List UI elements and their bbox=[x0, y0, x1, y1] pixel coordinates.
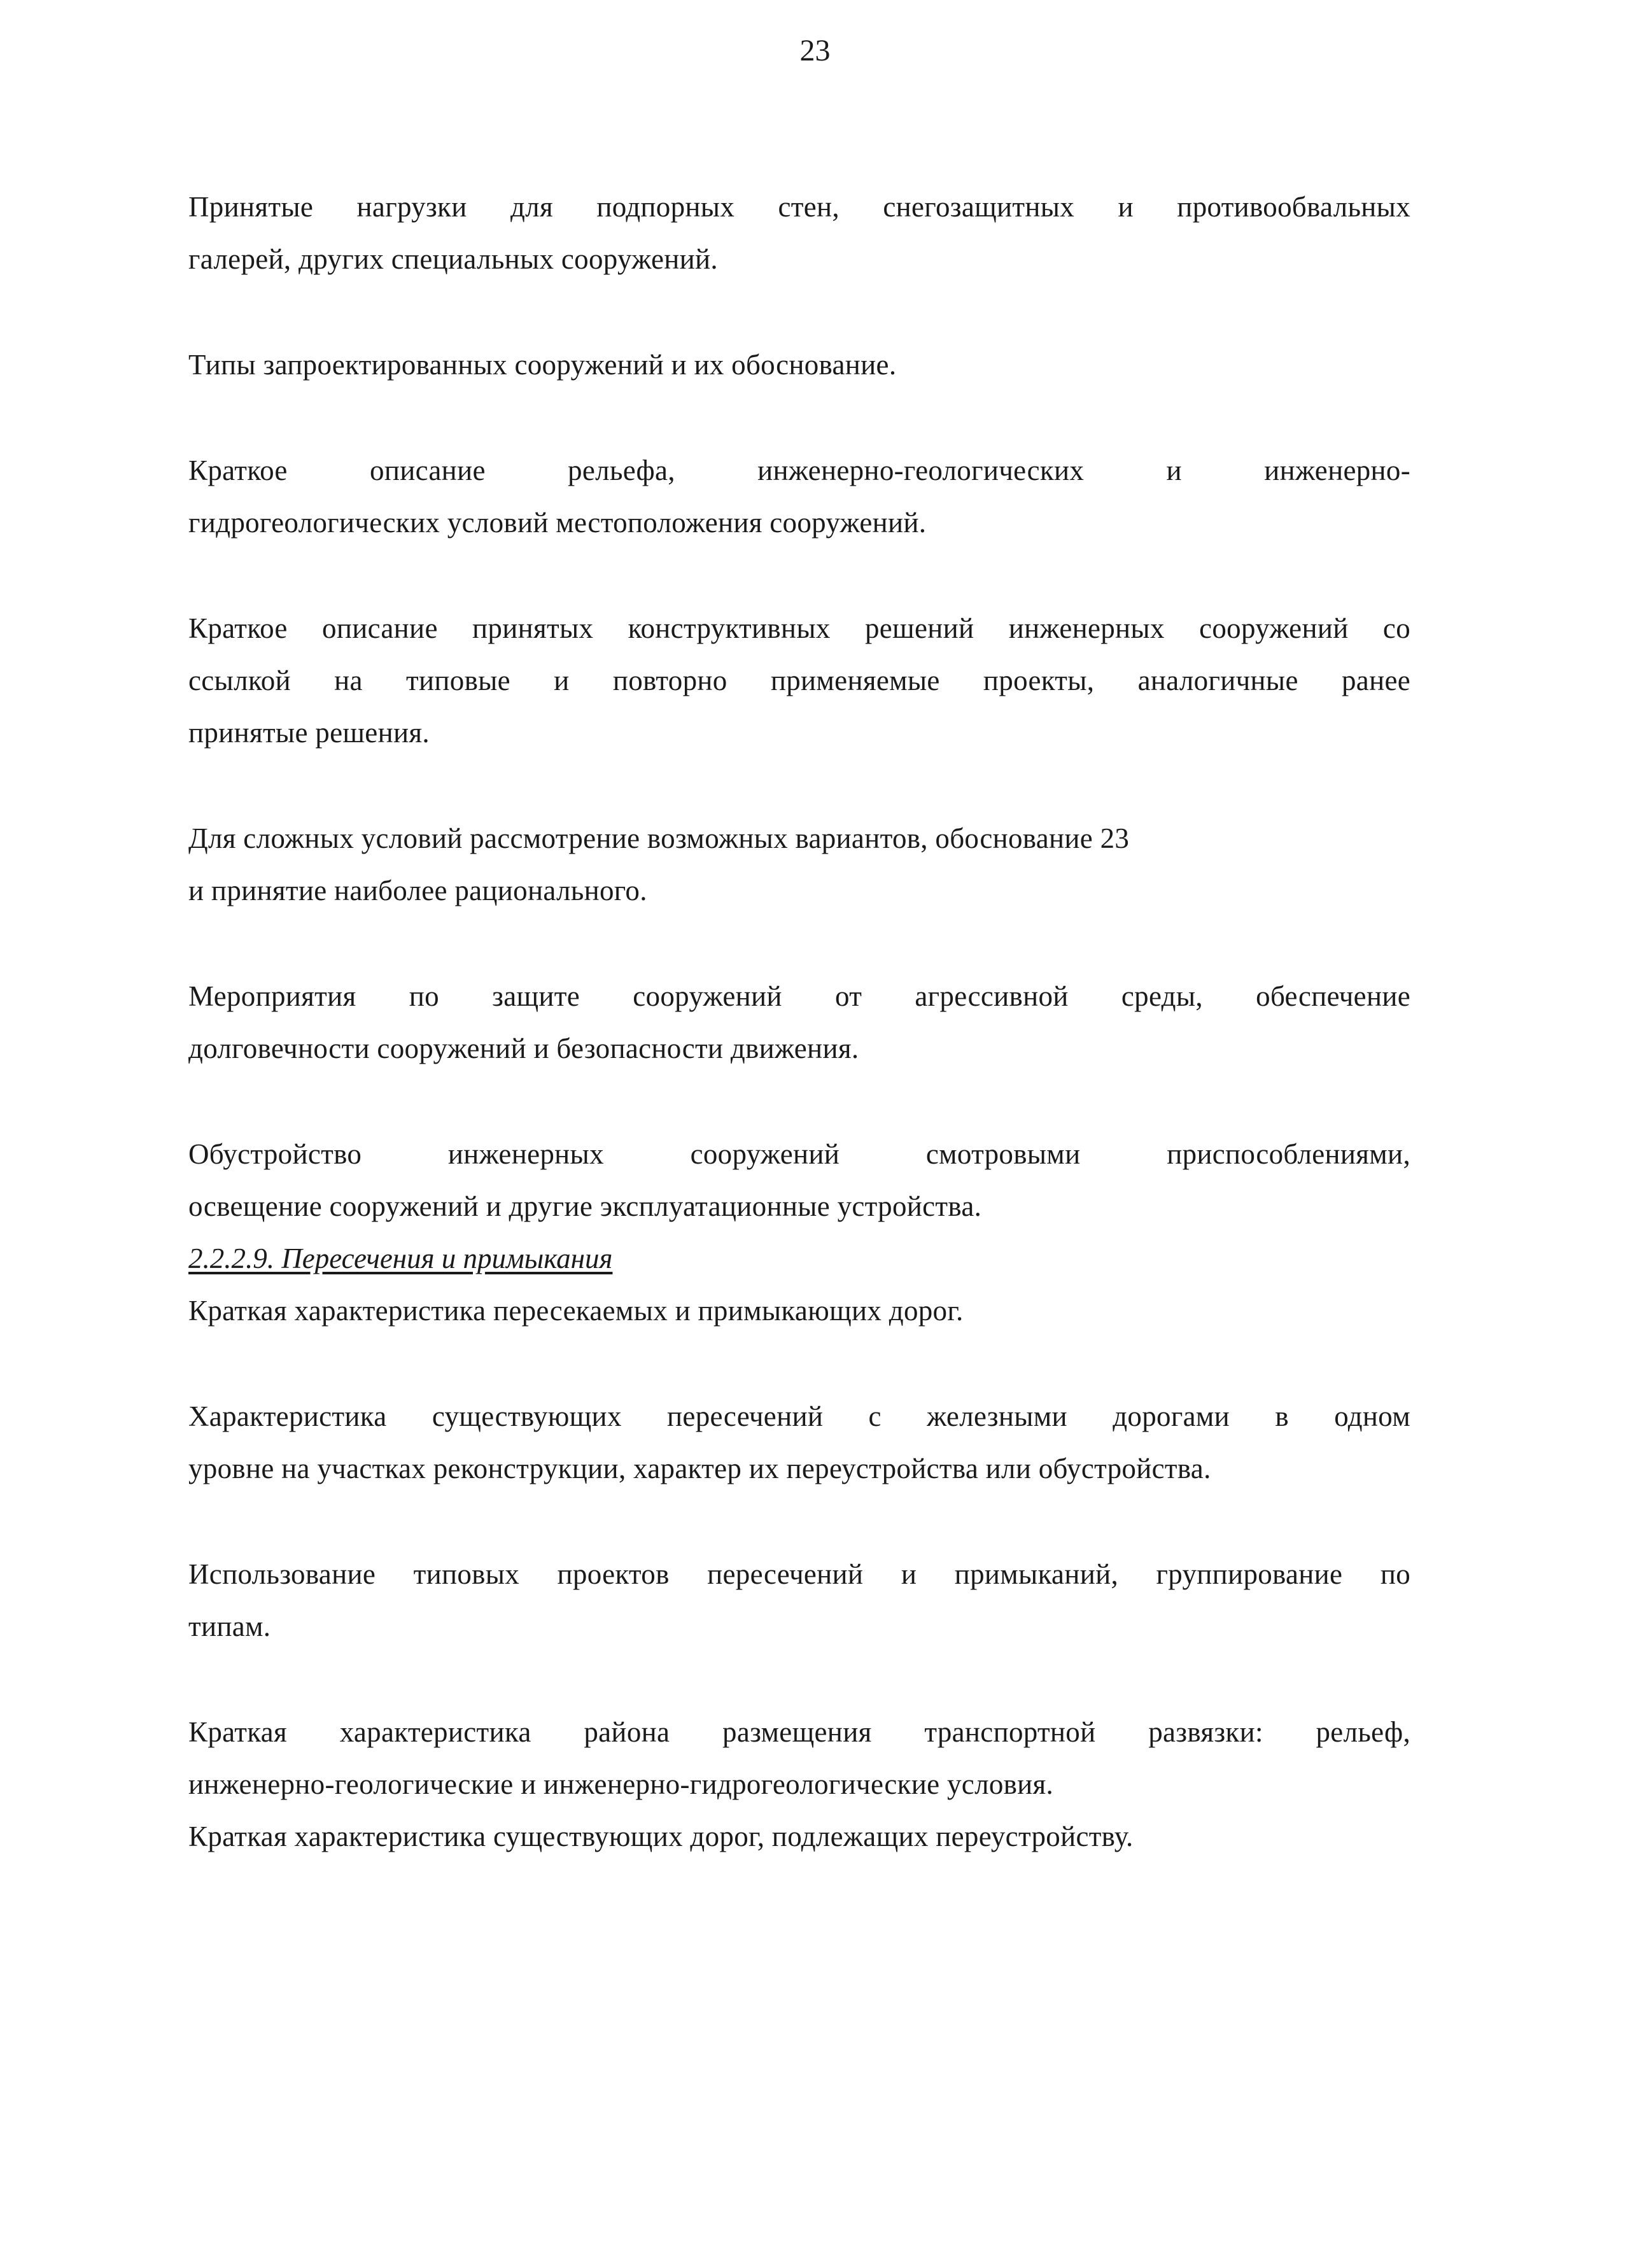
text-line: и принятие наиболее рационального. bbox=[188, 875, 647, 906]
paragraph-road-characteristics bbox=[188, 1285, 1410, 1337]
paragraph-protection-measures bbox=[188, 970, 1410, 1074]
text-line: принятые решения. bbox=[188, 717, 430, 749]
text-line: Мероприятия по защите сооружений от агрессивной среды, обеспечение bbox=[188, 980, 1410, 1012]
paragraph-design-solutions bbox=[188, 602, 1410, 759]
text-line: Для сложных условий рассмотрение возможных вариантов, обоснование 23 bbox=[188, 822, 1130, 854]
paragraph-typical-projects bbox=[188, 1548, 1410, 1652]
section-heading: 2.2.2.9. Пересечения и примыкания bbox=[188, 1243, 613, 1274]
text-line: уровне на участках реконструкции, характер их переустройства или обустройства. bbox=[188, 1453, 1211, 1484]
text-line: галерей, других специальных сооружений. bbox=[188, 243, 718, 275]
text-line: типам. bbox=[188, 1610, 271, 1642]
page-number: 23 bbox=[799, 34, 831, 67]
text-line: долговечности сооружений и безопасности движения. bbox=[188, 1032, 859, 1064]
text-line: Принятые нагрузки для подпорных стен, снегозащитных и противообвальных bbox=[188, 191, 1410, 223]
text-line: Краткая характеристика района размещения транспортной развязки: рельеф, bbox=[188, 1716, 1410, 1748]
paragraph-interchange-area bbox=[188, 1706, 1410, 1863]
text-line: Краткая характеристика пересекаемых и примыкающих дорог. bbox=[188, 1295, 964, 1327]
paragraph-complex-conditions bbox=[188, 812, 1410, 917]
text-line: Типы запроектированных сооружений и их обоснование. bbox=[188, 349, 897, 381]
paragraph-inspection-equipment bbox=[188, 1128, 1410, 1232]
paragraph-structure-types bbox=[188, 339, 1410, 391]
text-line: Краткая характеристика существующих дорог, подлежащих переустройству. bbox=[188, 1821, 1134, 1852]
paragraph-relief-description bbox=[188, 444, 1410, 549]
text-line: Краткое описание принятых конструктивных решений инженерных сооружений со bbox=[188, 612, 1410, 644]
paragraph-loads bbox=[188, 181, 1410, 285]
text-line: ссылкой на типовые и повторно применяемые проекты, аналогичные ранее bbox=[188, 665, 1410, 696]
text-line: Обустройство инженерных сооружений смотровыми приспособлениями, bbox=[188, 1138, 1410, 1170]
page-content bbox=[188, 181, 1410, 1863]
text-line: инженерно-геологические и инженерно-гидрогеологические условия. bbox=[188, 1768, 1054, 1800]
paragraph-railway-crossings bbox=[188, 1390, 1410, 1495]
text-line: Краткое описание рельефа, инженерно-геологических и инженерно- bbox=[188, 454, 1410, 486]
text-line: освещение сооружений и другие эксплуатационные устройства. bbox=[188, 1190, 982, 1222]
text-line: Использование типовых проектов пересечений и примыканий, группирование по bbox=[188, 1558, 1410, 1590]
text-line: Характеристика существующих пересечений с железными дорогами в одном bbox=[188, 1400, 1410, 1432]
text-line: гидрогеологических условий местоположения сооружений. bbox=[188, 507, 927, 539]
